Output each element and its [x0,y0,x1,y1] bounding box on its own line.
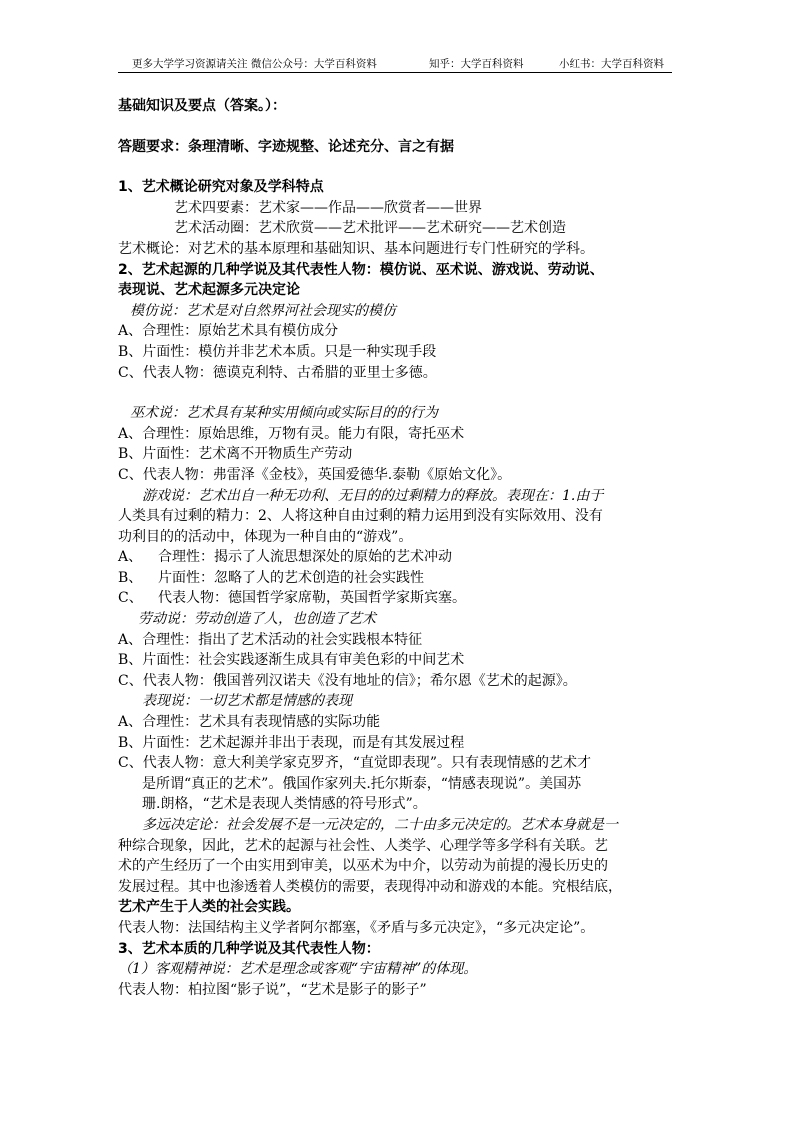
heading-3: 3、艺术本质的几种学说及其代表性人物： [118,940,380,957]
theory-play: 游戏说：艺术出自一种无功利、无目的的过剩精力的释放。表现在：1.由于 [142,487,604,504]
text-line: C、代表人物：意大利美学家克罗齐，“直觉即表现”。只有表现情感的艺术才 [118,755,592,772]
text-line: 种综合现象，因此，艺术的起源与社会性、人类学、心理学等多学科有关联。艺 [118,837,608,854]
text-line: A、合理性：指出了艺术活动的社会实践根本特征 [118,631,423,648]
text-line: B、片面性：模仿并非艺术本质。只是一种实现手段 [118,343,437,360]
text-line: A、合理性：原始思维，万物有灵。能力有限，寄托巫术 [118,425,465,442]
theory-witchcraft: 巫术说：艺术具有某种实用倾向或实际目的的行为 [130,405,438,422]
text-line: B、片面性：社会实践逐渐生成具有审美色彩的中间艺术 [118,652,465,669]
page-header [118,54,672,73]
heading-1: 1、艺术概论研究对象及学科特点 [118,179,324,196]
heading-2-cont: 表现说、艺术起源多元决定论 [118,282,300,299]
theory-imitation: 模仿说：艺术是对自然界河社会现实的模仿 [130,302,396,319]
theory-pluralism: 多远决定论：社会发展不是一元决定的，二十由多元决定的。艺术本身就是一 [142,817,618,833]
section-title: 基础知识及要点（答案。）： [118,98,286,114]
text-line: A、合理性：原始艺术具有模仿成分 [118,323,339,340]
text-line: 代表人物：柏拉图“影子说”，“艺术是影子的影子” [118,981,427,998]
header-wechat: 更多大学学习资源请关注 微信公众号：大学百科资料 [132,58,377,70]
text-line [118,568,676,589]
text-line [118,547,676,568]
conclusion: 艺术产生于人类的社会实践。 [118,899,300,916]
text-line: 艺术概论：对艺术的基本原理和基础知识、基本问题进行专门性研究的学科。 [118,240,594,257]
list-marker: A、 [118,549,143,566]
text-line: C、代表人物：德谟克利特、古希腊的亚里士多德。 [118,364,437,381]
text-line: B、片面性：艺术离不开物质生产劳动 [118,446,353,463]
header-zhihu: 知乎：大学百科资料 [429,58,524,70]
text-line: A、合理性：艺术具有表现情感的实际功能 [118,714,381,731]
list-marker: C、 [118,590,143,607]
text-line: 艺术四要素：艺术家——作品——欣赏者——世界 [174,199,482,216]
text-line: 是所谓“真正的艺术”。俄国作家列夫.托尔斯泰，“情感表现说”。美国苏 [142,775,582,792]
text-line: 术的产生经历了一个由实用到审美，以巫术为中介，以劳动为前提的漫长历史的 [118,858,608,875]
text-line: B、片面性：艺术起源并非出于表现，而是有其发展过程 [118,734,465,751]
heading-2: 2、艺术起源的几种学说及其代表性人物：模仿说、巫术说、游戏说、劳动说、 [118,261,604,278]
text-line: C、代表人物：俄国普列汉诺夫《没有地址的信》；希尔恩《艺术的起源》。 [118,672,577,689]
text-line: 功利目的的活动中，体现为一种自由的“游戏”。 [118,528,413,545]
theory-objective-spirit: （1）客观精神说：艺术是理念或客观“宇宙精神”的体现。 [118,961,478,978]
text-line: 代表人物：法国结构主义学者阿尔都塞，《矛盾与多元决定》，“多元决定论”。 [118,919,595,936]
theory-labor: 劳动说：劳动创造了人，也创造了艺术 [138,611,376,628]
answer-requirements: 答题要求：条理清晰、字迹规整、论述充分、言之有据 [118,138,454,155]
text-line: 人类具有过剩的精力：2、人将这种自由过剩的精力运用到没有实际效用、没有 [118,508,603,525]
list-marker: B、 [118,569,143,586]
text-line: 发展过程。其中也渗透着人类模仿的需要，表现得冲动和游戏的本能。究根结底， [118,878,622,895]
text-line: C、代表人物：弗雷泽《金枝》，英国爱德华.泰勒《原始文化》。 [118,466,512,483]
list-text: 合理性：揭示了人流思想深处的原始的艺术冲动 [158,549,452,566]
text-line: 珊.朗格，“艺术是表现人类情感的符号形式”。 [142,796,427,813]
header-xiaohongshu: 小红书：大学百科资料 [559,58,664,70]
text-line [118,588,676,609]
document-body [118,96,676,1000]
list-text: 代表人物：德国哲学家席勒，英国哲学家斯宾塞。 [158,590,466,607]
theory-expression: 表现说：一切艺术都是情感的表现 [142,693,352,710]
text-line: 艺术活动圈：艺术欣赏——艺术批评——艺术研究——艺术创造 [174,220,566,237]
list-text: 片面性：忽略了人的艺术创造的社会实践性 [158,569,424,586]
